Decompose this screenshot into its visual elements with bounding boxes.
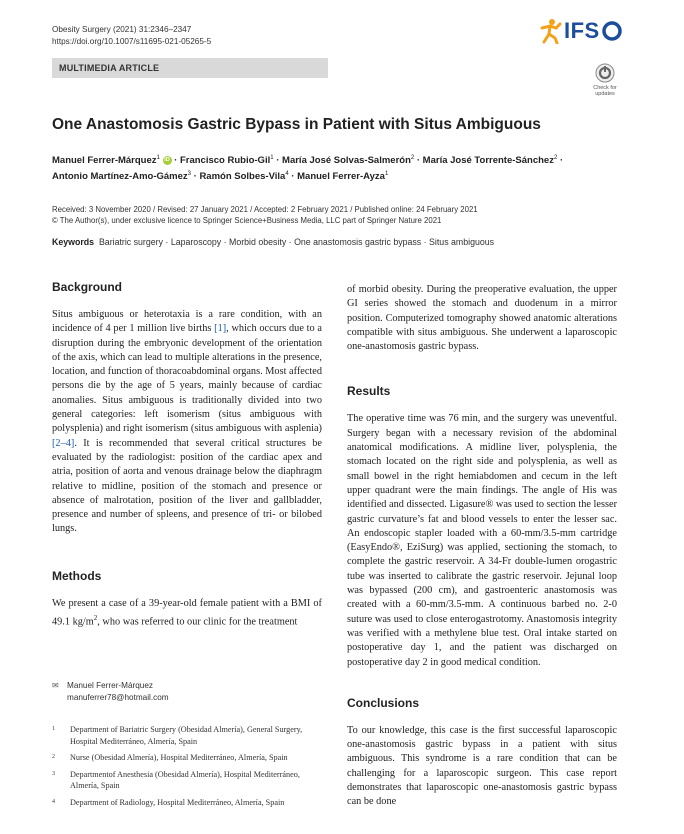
journal-citation: Obesity Surgery (2021) 31:2346–2347 — [52, 25, 192, 34]
citation-link[interactable]: [1] — [214, 323, 227, 335]
corr-email[interactable]: manuferrer78@hotmail.com — [67, 692, 169, 702]
author[interactable]: María José Torrente-Sánchez$^2$ — [422, 154, 558, 166]
left-column — [52, 280, 322, 630]
methods-text-continued: of morbid obesity. During the preoperative evaluation, the upper GI series showed the stomach and duodenum in a mirror position. Computerized tomography showed anatomic alterations compatible with situs ambiguous. She underwent a laparoscopic one-anastomosis gastric bypass. — [347, 284, 617, 353]
orcid-icon[interactable]: iD — [164, 156, 170, 163]
methods-text: We present a case of a 39-year-old female patient with a BMI of 49.1 $kg/m^2$, who was referred to our clinic for the treatment — [52, 597, 322, 628]
author[interactable]: Manuel Ferrer-Ayza$^1$ — [297, 170, 389, 182]
conclusions-heading: Conclusions — [347, 695, 420, 710]
envelope-icon: ✉ — [52, 681, 59, 690]
correspondence — [52, 680, 322, 703]
article-title: One Anastomosis Gastric Bypass in Patient with Situs Ambiguous — [52, 116, 541, 133]
ifso-logo — [538, 18, 622, 44]
publication-dates: Received: 3 November 2020 / Revised: 27 January 2021 / Accepted: 2 February 2021 / Published online: 24 February 2021 — [52, 205, 478, 214]
journal-header — [52, 24, 211, 48]
affiliation-item: 4 Department of Radiology, Hospital Mediterráneo, Almería, Spain — [52, 797, 285, 807]
article-history — [52, 204, 478, 226]
results-text: The operative time was 76 min, and the surgery was uneventful. Surgery began with a necessary revision of the abdominal anatomical modifications. A midline liver, polysplenia, the stomach located on the right side and polysplenia, as well as small bowel in the right hemiabdomen and cecum in the left upper quadrant were the main findings. The angle of His was identified and dissected. Ligasure® was used to section the lesser gastric curvature’s fat and blood vessels to enter the lesser sac. An endoscopic stapler loaded with a 60-mm/3.5-mm cartridge (EasyEndo®, EziSurg) was applied, sectioning the stomach, to complete the gastric reservoir. A 34-Fr double-lumen orogastric tube was inserted to calibrate the gastric reservoir. Jejunal loop was bypassed (200 cm), and gastroenteric anastomosis was created with a 60-mm/3.5-mm. A continuous barbed no. 2-0 suture was used to close enterogastrotomy. Anastomosis integrity was verified with a methylene blue test. Oral intake started on postoperative day 1, and the patient was discharged on postoperative day 2 in good medical condition. — [347, 413, 617, 668]
right-column — [347, 283, 617, 810]
keyword: Morbid obesity — [229, 237, 287, 247]
keywords: Keywords Bariatric surgery · Laparoscopy · Morbid obesity · One anastomosis gastric bypass · Situs ambiguous — [52, 237, 495, 247]
methods-heading: Methods — [52, 568, 102, 583]
conclusions-text: To our knowledge, this case is the first successful laparoscopic one-anastomosis gastric bypass in a patient with situs ambiguous. This syndrome is a rare condition that can be challenging for a laparoscopic surgeon. This case report demonstrates that laparoscopic one-anastomosis gastric bypass can be done — [347, 724, 617, 808]
check-for-updates-button[interactable] — [590, 63, 620, 97]
affiliation-item: 3 Departmentof Anesthesia (Obesidad Almería), Hospital Mediterráneo, Almería, Spain — [52, 769, 300, 790]
author[interactable]: Antonio Martínez-Amo-Gámez$^3$ — [52, 170, 191, 182]
keyword: Situs ambiguous — [429, 237, 495, 247]
keyword: Bariatric surgery — [98, 237, 163, 247]
copyright-notice: © The Author(s), under exclusive licence to Springer Science+Business Media, LLC part of Springer Nature 2021 — [52, 216, 442, 225]
affiliation-item: 1 Department of Bariatric Surgery (Obesidad Almería), General Surgery, Hospital Mediterráneo, Almería, Spain — [52, 725, 303, 746]
keywords-label: Keywords — [52, 237, 95, 247]
doi-link[interactable]: https://doi.org/10.1007/s11695-021-05265-5 — [52, 37, 212, 46]
ifso-figure-icon — [538, 18, 562, 44]
check-updates-label: Check for updates — [593, 85, 617, 97]
corr-author: Manuel Ferrer-Márquez — [67, 681, 153, 690]
author[interactable]: Francisco Rubio-Gil$^1$ — [179, 154, 274, 166]
affiliations — [52, 724, 322, 813]
results-heading: Results — [347, 384, 391, 399]
author[interactable]: Ramón Solbes-Vila$^4$ — [199, 170, 289, 182]
keyword: Laparoscopy — [170, 237, 222, 247]
author[interactable]: Manuel Ferrer-Márquez$^1$ — [52, 154, 160, 166]
check-updates-icon — [595, 63, 615, 83]
author-list: Manuel Ferrer-Márquez$^1$ iD · Francisco Rubio-Gil$^1$ · María José Solvas-Salmerón$^2$ · María José Torrente-Sánchez$^2$ · Antonio Martínez-Amo-Gámez$^3$ · Ramón Solbes-Vila$^4$ · Manuel Ferrer-Ayza$^1$ — [52, 154, 564, 182]
author[interactable]: María José Solvas-Salmerón$^2$ — [282, 154, 415, 166]
ifso-o-icon — [602, 21, 622, 41]
citation-link[interactable]: [2–4] — [52, 437, 75, 449]
background-text: Situs ambiguous or heterotaxia is a rare condition, with an incidence of 4 per 1 million live births [1], which occurs due to a disruption during the embryonic development of the orientation of the axis, which can lead to multiple alterations in the presence, location, and function of thoracoabdominal organs. Most affected persons die by the age of 5 years, mainly because of cardiac anomalies. Situs ambiguous is traditionally divided into two general categories: left isomerism (situs ambiguous with polysplenia) and right isomerism (situs ambiguous with asplenia) [2–4]. It is recommended that several critical structures be evaluated by the radiologist: position of the cardiac apex and atria, position of aorta and venous drainage below the diaphragm relative to midline, position of the stomach and presence or absence of malrotation, position of the liver and gallbladder, presence and number of spleens, and presence of tri- or bilobed lungs. — [52, 309, 322, 535]
background-heading: Background — [52, 280, 123, 294]
logo-text: IFS — [564, 18, 600, 43]
affiliation-item: 2 Nurse (Obesidad Almería), Hospital Mediterráneo, Almería, Spain — [52, 753, 288, 762]
article-type-bar: MULTIMEDIA ARTICLE — [52, 58, 328, 78]
keyword: One anastomosis gastric bypass — [294, 237, 422, 247]
